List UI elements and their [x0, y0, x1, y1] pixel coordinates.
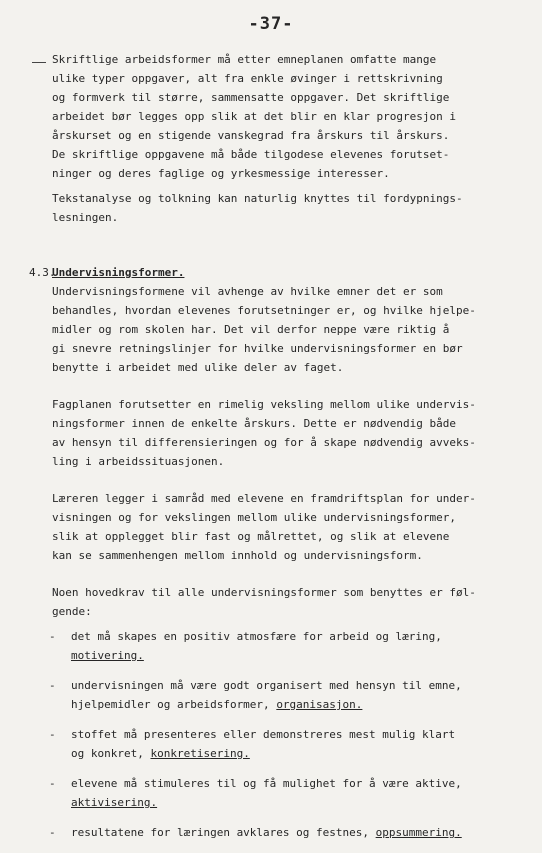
section-paragraph-4 — [52, 583, 510, 621]
section-title: Undervisningsformer. — [52, 266, 185, 279]
text-line: ninger og deres faglige og yrkesmessige interesser. — [52, 167, 390, 180]
text-line: årskurset og en stigende vanskegrad fra årskurs til årskurs. — [52, 129, 450, 142]
text-line: Tekstanalyse og tolkning kan naturlig knyttes til fordypnings- — [52, 192, 463, 205]
text-line: av hensyn til differensieringen og for å skape nødvendig avveks- — [52, 436, 476, 449]
text-line: ulike typer oppgaver, alt fra enkle øvinger i rettskrivning — [52, 72, 443, 85]
text-line: gende: — [52, 605, 92, 618]
text-line: benytte i arbeidet med ulike deler av faget. — [52, 361, 344, 374]
text-line: slik at opplegget blir fast og målrettet, og slik at elevene — [52, 530, 450, 543]
intro-paragraph-1 — [52, 50, 510, 183]
text-line: Skriftlige arbeidsformer må etter emneplanen omfatte mange — [52, 53, 437, 66]
section-paragraph-1 — [52, 282, 510, 377]
page-body — [29, 50, 510, 853]
section-paragraph-3 — [52, 489, 510, 565]
margin-dash-marker — [32, 62, 46, 63]
dash-bullet: - — [49, 679, 56, 692]
list-item — [49, 725, 510, 763]
dash-bullet: - — [49, 728, 56, 741]
section-number: 4.3. — [29, 266, 56, 279]
text-line: arbeidet bør legges opp slik at det blir en klar progresjon i — [52, 110, 456, 123]
text-line: Fagplanen forutsetter en rimelig veksling mellom ulike undervis- — [52, 398, 476, 411]
section-heading — [29, 263, 510, 282]
text-line: Noen hovedkrav til alle undervisningsformer som benyttes er føl- — [52, 586, 476, 599]
page-number: -37- — [248, 14, 294, 34]
text-line: hjelpemidler og arbeidsformer, — [71, 698, 270, 711]
dash-bullet: - — [49, 630, 56, 643]
list-item — [49, 676, 510, 714]
text-line: De skriftlige oppgavene må både tilgodese elevenes forutset- — [52, 148, 450, 161]
requirement-keyword: konkretisering. — [150, 747, 250, 760]
list-item — [49, 627, 510, 665]
text-line: stoffet må presenteres eller demonstreres mest mulig klart — [71, 728, 456, 741]
text-line: ling i arbeidssituasjonen. — [52, 455, 225, 468]
text-line: resultatene for læringen avklares og festnes, — [71, 826, 370, 839]
requirement-keyword: aktivisering. — [71, 796, 158, 809]
text-line: lesningen. — [52, 211, 119, 224]
text-line: behandles, hvordan elevenes forutsetninger er, og hvilke hjelpe- — [52, 304, 476, 317]
text-line: visningen og for vekslingen mellom ulike undervisningsformer, — [52, 511, 456, 524]
text-line: elevene må stimuleres til og få mulighet for å være aktive, — [71, 777, 462, 790]
text-line: det må skapes en positiv atmosfære for arbeid og læring, — [71, 630, 442, 643]
requirements-list — [49, 627, 510, 842]
requirement-keyword: motivering. — [71, 649, 144, 662]
dash-bullet: - — [49, 826, 56, 839]
list-item — [49, 774, 510, 812]
text-line: Undervisningsformene vil avhenge av hvilke emner det er som — [52, 285, 443, 298]
text-line: undervisningen må være godt organisert med hensyn til emne, — [71, 679, 462, 692]
text-line: Læreren legger i samråd med elevene en framdriftsplan for under- — [52, 492, 476, 505]
dash-bullet: - — [49, 777, 56, 790]
text-line: ningsformer innen de enkelte årskurs. Dette er nødvendig både — [52, 417, 456, 430]
text-line: og formverk til større, sammensatte oppgaver. Det skriftlige — [52, 91, 450, 104]
intro-paragraph-2 — [52, 189, 510, 227]
text-line: og konkret, — [71, 747, 144, 760]
list-item — [49, 823, 510, 842]
requirement-keyword: oppsummering. — [375, 826, 462, 839]
text-line: midler og rom skolen har. Det vil derfor neppe være riktig å — [52, 323, 450, 336]
requirement-keyword: organisasjon. — [276, 698, 363, 711]
text-line: kan se sammenhengen mellom innhold og undervisningsform. — [52, 549, 423, 562]
section-paragraph-2 — [52, 395, 510, 471]
text-line: gi snevre retningslinjer for hvilke undervisningsformer en bør — [52, 342, 463, 355]
